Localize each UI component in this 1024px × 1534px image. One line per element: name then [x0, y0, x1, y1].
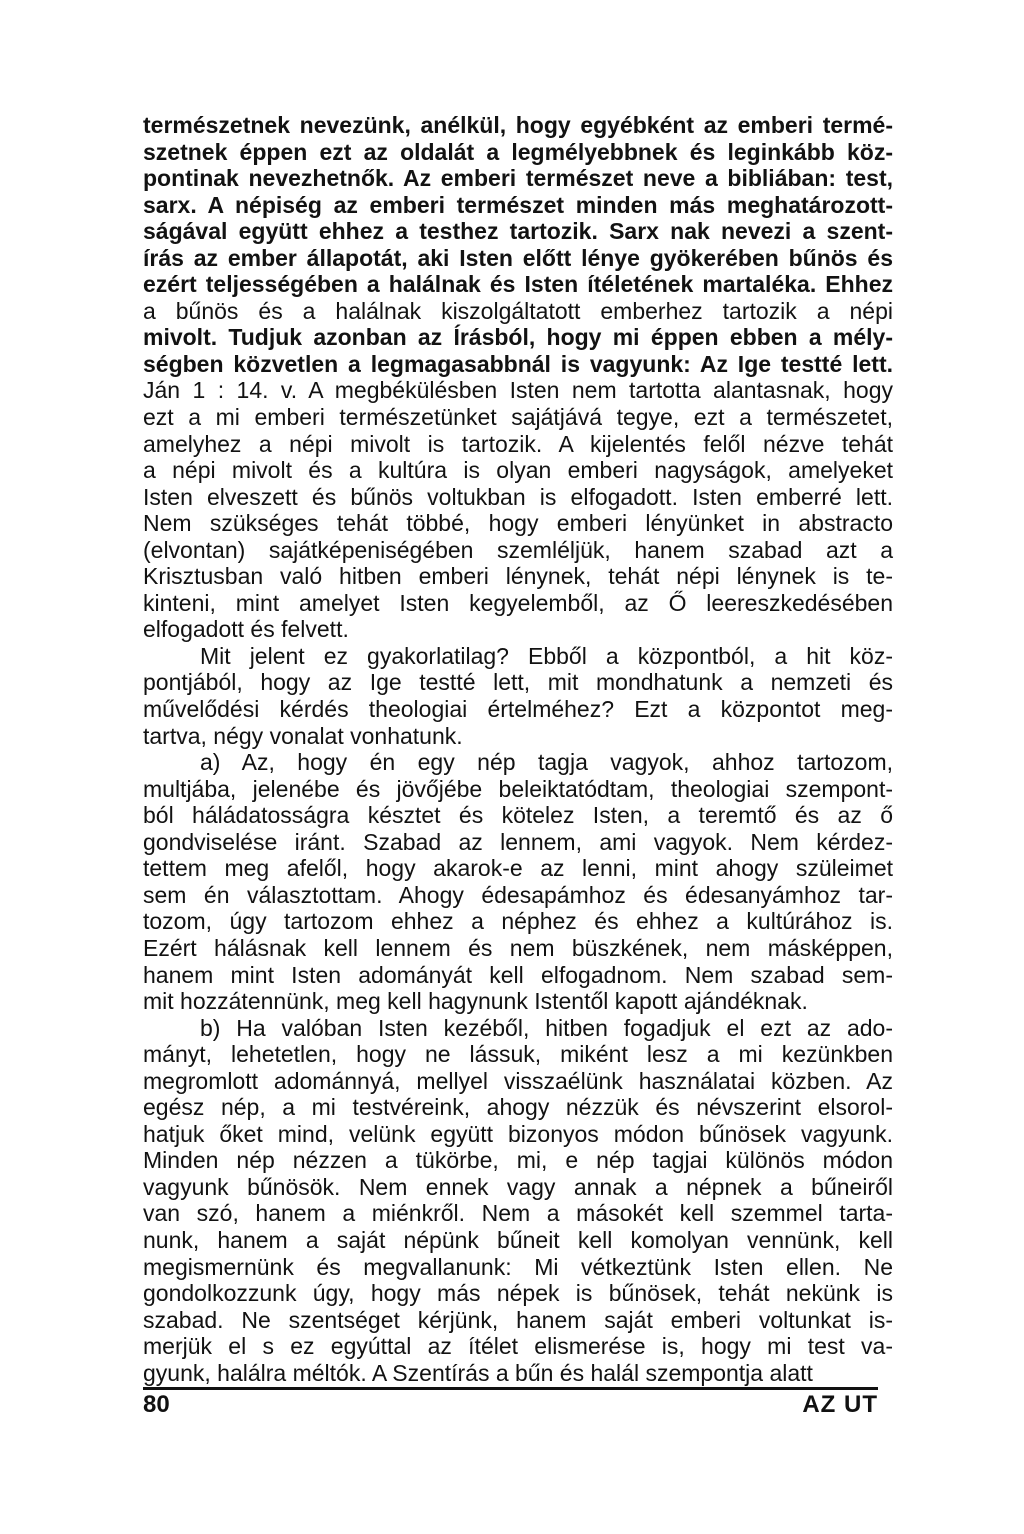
- text-line: mivolt. Tudjuk azonban az Írásból, hogy mi éppen ebben a mély-: [143, 324, 893, 351]
- text-line: természetnek nevezünk, anélkül, hogy egyébként az emberi termé-: [143, 112, 893, 138]
- paragraph: [143, 112, 893, 643]
- text-line: írás az ember állapotát, aki Isten előtt lénye gyökerében bűnös és: [143, 244, 893, 271]
- text-line: tettem meg afelől, hogy akarok-e az lenni, mint ahogy szüleimet: [143, 855, 893, 882]
- text-line: ezt a mi emberi természetünket sajátjává tegye, ezt a természetet,: [143, 404, 893, 431]
- paragraph: [143, 1015, 893, 1387]
- page-number: 80: [143, 1391, 170, 1418]
- text-line: Minden nép nézzen a tükörbe, mi, e nép tagjai különös módon: [143, 1147, 893, 1174]
- text-line: vagyunk bűnösök. Nem ennek vagy annak a népnek a bűneiről: [143, 1173, 893, 1200]
- text-line: megromlott adománnyá, mellyel visszaélünk használatai közben. Az: [143, 1067, 893, 1094]
- text-line: hatjuk őket mind, velünk együtt bizonyos módon bűnösek vagyunk.: [143, 1120, 893, 1147]
- text-line: tartva, négy vonalat vonhatunk.: [143, 722, 463, 749]
- text-line: gondolkozzunk úgy, hogy más népek is bűnösek, tehát nekünk is: [143, 1280, 893, 1307]
- text-line: Nem szükséges tehát többé, hogy emberi lényünket in abstracto: [143, 510, 893, 537]
- text-line: Ezért hálásnak kell lennem és nem büszkének, nem másképpen,: [143, 934, 893, 961]
- text-line: Mit jelent ez gyakorlatilag? Ebből a központból, a hit köz-: [200, 642, 893, 669]
- text-line: b) Ha valóban Isten kezéből, hitben fogadjuk el ezt az ado-: [200, 1014, 893, 1041]
- text-line: van szó, hanem a miénkről. Nem a másokét kell szemmel tarta-: [143, 1200, 893, 1227]
- text-line: szetnek éppen ezt az oldalát a legmélyebbnek és leginkább köz-: [143, 138, 893, 165]
- text-line: gondviselése iránt. Szabad az lennem, ami vagyok. Nem kérdez-: [143, 828, 893, 855]
- text-line: gyunk, halálra méltók. A Szentírás a bűn és halál szempontja alatt: [143, 1359, 813, 1386]
- footer-rule: [143, 1387, 878, 1390]
- text-line: elfogadott és felvett.: [143, 616, 349, 643]
- text-line: ságával együtt ehhez a testhez tartozik. Sarx nak nevezi a szent-: [143, 218, 893, 245]
- text-line: nunk, hanem a saját népünk bűneit kell komolyan vennünk, kell: [143, 1226, 893, 1253]
- text-line: egész nép, a mi testvéreink, ahogy nézzük és névszerint elsorol-: [143, 1094, 893, 1121]
- text-line: megismernünk és megvallanunk: Mi vétkeztünk Isten ellen. Ne: [143, 1253, 893, 1280]
- text-line: pontjából, hogy az Ige testté lett, mit mondhatunk a nemzeti és: [143, 669, 893, 696]
- text-line: merjük el s ez egyúttal az ítélet elismerése is, hogy mi test va-: [143, 1333, 893, 1360]
- text-line: Isten elveszett és bűnös voltukban is elfogadott. Isten emberré lett.: [143, 483, 893, 510]
- text-line: amelyhez a népi mivolt is tartozik. A kijelentés felől nézve tehát: [143, 430, 893, 457]
- text-line: ezért teljességében a halálnak és Isten ítéletének martaléka. Ehhez: [143, 271, 893, 298]
- text-line: sarx. A népiség az emberi természet minden más meghatározott-: [143, 191, 893, 218]
- text-line: ségben közvetlen a legmagasabbnál is vagyunk: Az Ige testté lett.: [143, 350, 893, 377]
- text-line: multjába, jelenébe és jövőjébe beleiktatódtam, theologiai szempont-: [143, 775, 893, 802]
- text-line: a) Az, hogy én egy nép tagja vagyok, ahhoz tartozom,: [200, 749, 893, 776]
- text-line: hanem mint Isten adományát kell elfogadnom. Nem szabad sem-: [143, 961, 893, 988]
- running-title: AZ UT: [802, 1391, 878, 1418]
- text-line: mit hozzátennünk, meg kell hagynunk Istentől kapott ajándéknak.: [143, 988, 808, 1015]
- text-line: a népi mivolt és a kultúra is olyan emberi nagyságok, amelyeket: [143, 457, 893, 484]
- text-line: Ján 1 : 14. v. A megbékülésben Isten nem tartotta alantasnak, hogy: [143, 377, 893, 404]
- text-line: Krisztusban való hitben emberi lénynek, tehát népi lénynek is te-: [143, 563, 893, 590]
- paragraph: [143, 643, 893, 749]
- text-line: tozom, úgy tartozom ehhez a néphez és ehhez a kultúrához is.: [143, 908, 893, 935]
- text-line: szabad. Ne szentséget kérjünk, hanem saját emberi voltunkat is-: [143, 1306, 893, 1333]
- text-line: ból háládatosságra késztet és kötelez Isten, a teremtő és az ő: [143, 802, 893, 829]
- text-line: kinteni, mint amelyet Isten kegyelemből, az Ő leereszkedésében: [143, 589, 893, 616]
- text-line: művelődési kérdés theologiai értelméhez? Ezt a központot meg-: [143, 696, 893, 723]
- body-text: [143, 112, 893, 1386]
- text-line: mányt, lehetetlen, hogy ne lássuk, miként lesz a mi kezünkben: [143, 1041, 893, 1068]
- text-line: sem én választottam. Ahogy édesapámhoz és édesanyámhoz tar-: [143, 881, 893, 908]
- paragraph: [143, 749, 893, 1014]
- text-line: pontinak nevezhetnők. Az emberi természet neve a bibliában: test,: [143, 165, 893, 192]
- text-line: (elvontan) sajátképeniségében szemléljük, hanem szabad azt a: [143, 536, 893, 563]
- text-line: a bűnös és a halálnak kiszolgáltatott emberhez tartozik a népi: [143, 297, 893, 324]
